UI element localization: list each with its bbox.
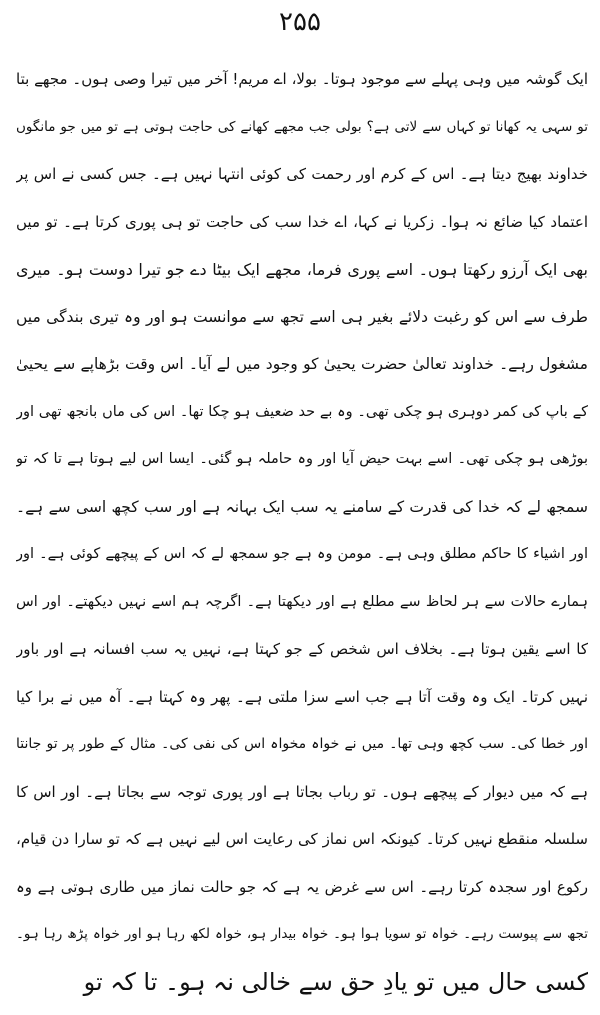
body-text (16, 56, 588, 1006)
text-line: کے باپ کی کمر دوہری ہو چکی تھی۔ وہ بے حد ضعیف ہو چکا تھا۔ اس کی ماں بانجھ تھی اور (16, 403, 588, 420)
text-line: تجھ سے پیوست رہے۔ خواہ تو سویا ہوا ہو۔ خواہ بیدار ہو، خواہ لکھ رہا ہو اور خواہ پڑھ رہا ہو۔ (16, 926, 588, 942)
text-line: سمجھ لے کہ خدا کی قدرت کے سامنے یہ سب ایک بہانہ ہے اور سب کچھ اسی سے ہے۔ (16, 497, 588, 516)
text-line: اور اشیاء کا حاکم مطلق وہی ہے۔ مومن وہ ہے جو سمجھ لے کہ اس کے پیچھے کوئی ہے۔ اور (16, 546, 588, 562)
text-line: مشغول رہے۔ خداوند تعالیٰ حضرت یحییٰ کو وجود میں لے آیا۔ اس وقت بڑھاپے سے یحییٰ (16, 355, 588, 373)
text-line: ایک گوشہ میں وہی پہلے سے موجود ہوتا۔ بولا، اے مریم! آخر میں تیرا وصی ہوں۔ مجھے بتا (16, 70, 588, 88)
text-line: بھی ایک آرزو رکھتا ہوں۔ اسے پوری فرما، مجھے ایک بیٹا دے جو تیرا دوست ہو۔ میری (16, 260, 588, 279)
text-line-last: کسی حال میں تو یادِ حق سے خالی نہ ہو۔ تا کہ تو (83, 967, 588, 996)
text-line: اعتماد کیا ضائع نہ ہوا۔ زکریا نے کہا، اے خدا سب کی حاجت تو ہی پوری کرتا ہے۔ تو میں (16, 212, 588, 231)
page-number: ۲۵۵ (279, 7, 321, 37)
text-line: ہمارے حالات سے ہر لحاظ سے مطلع ہے اور دیکھتا ہے۔ اگرچہ ہم اسے نہیں دیکھتے۔ اور اس (16, 593, 588, 610)
text-line: نہیں کرتا۔ ایک وہ وقت آتا ہے جب اسے سزا ملتی ہے۔ پھر وہ کہتا ہے۔ آہ میں نے برا کیا (16, 687, 588, 706)
text-line: خداوند بھیج دیتا ہے۔ اس کے کرم اور رحمت کی کوئی انتہا نہیں ہے۔ جس کسی نے اس پر (16, 165, 588, 183)
text-line: ہے کہ میں دیوار کے پیچھے ہوں۔ تو رباب بجاتا ہے اور پوری توجہ سے بجاتا ہے۔ اور اس کا (16, 782, 588, 801)
text-line: طرف سے اس کو رغبت دلائے بغیر ہی اسے تجھ سے موانست ہو اور وہ تیری بندگی میں (16, 307, 588, 326)
text-line: اور خطا کی۔ سب کچھ وہی تھا۔ میں نے خواہ مخواہ اس کی نفی کی۔ مثال کے طور پر تو جانتا (16, 736, 588, 752)
text-line: رکوع اور سجدہ کرتا رہے۔ اس سے غرض یہ ہے کہ جو حالت نماز میں طاری ہوتی ہے وہ (16, 877, 588, 896)
text-line: سلسلہ منقطع نہیں کرتا۔ کیونکہ اس نماز کی رعایت اس لیے نہیں ہے کہ تو سارا دن قیام، (16, 830, 588, 848)
text-line: تو سہی یہ کھانا تو کہاں سے لاتی ہے؟ بولی جب مجھے کھانے کی حاجت ہوتی ہے تو میں جو مانگوں (16, 118, 588, 135)
text-line: بوڑھی ہو چکی تھی۔ اسے بہت حیض آیا اور وہ حاملہ ہو گئی۔ ایسا اس لیے ہوتا ہے تا کہ تو (16, 451, 588, 467)
text-line: کا اسے یقین ہوتا ہے۔ بخلاف اس شخص کے جو کہتا ہے، نہیں یہ سب افسانہ ہے اور باور (16, 640, 588, 658)
